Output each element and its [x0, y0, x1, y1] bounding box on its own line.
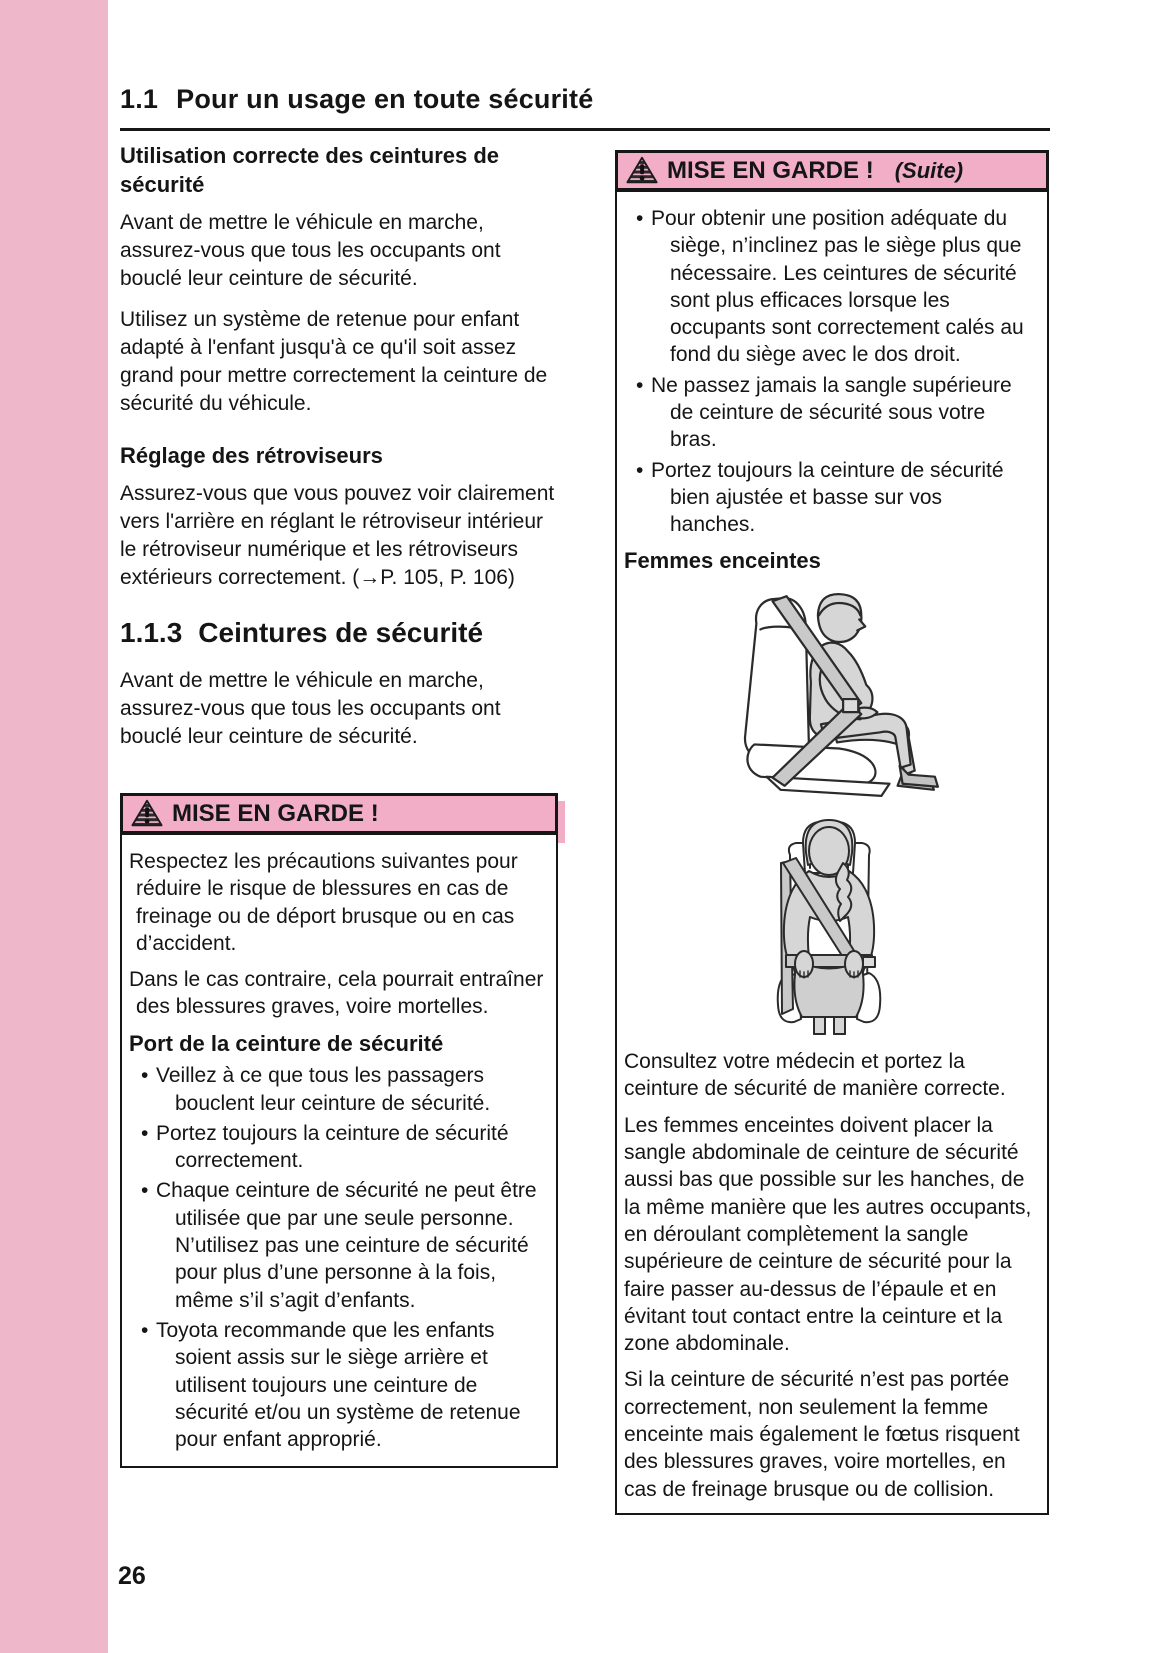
- warning-box-left: [120, 793, 558, 1469]
- warning-box-body: [120, 835, 558, 1469]
- warning-paragraph: Si la ceinture de sécurité n’est pas portée correctement, non seulement la femme enceinte mais également le fœtus risquent des blessures graves, voire mortelles, en cas de freinage brusque ou de collision.: [624, 1368, 1020, 1501]
- warning-bullet-list: [129, 1062, 546, 1453]
- warning-subheading: Femmes enceintes: [624, 547, 821, 573]
- section-1-1-3-title: [120, 614, 558, 651]
- warning-bullet: • Toyota recommande que les enfants soient assis sur le siège arrière et utilisent toujours une ceinture de sécurité et/ou un système de retenue pour enfant approprié.: [129, 1317, 546, 1453]
- paragraph: Assurez-vous que vous pouvez voir clairement vers l'arrière en réglant le rétroviseur intérieur le rétroviseur numérique et les rétroviseurs extérieurs correctement. (→P. 105, P. 106): [120, 482, 555, 589]
- figure-pregnant-woman-side-view: [624, 585, 1033, 799]
- warning-subheading: Port de la ceinture de sécurité: [129, 1030, 444, 1056]
- warning-box-header: [120, 793, 558, 835]
- pregnant-woman-front-view-illustration: [759, 811, 899, 1036]
- warning-suite-label: (Suite): [894, 157, 964, 183]
- warning-box-right: [615, 150, 1049, 1515]
- page-number: 26: [118, 1562, 146, 1590]
- section-title-text: Pour un usage en toute sécurité: [176, 84, 594, 114]
- left-column: [120, 142, 558, 1468]
- warning-bullet: • Portez toujours la ceinture de sécurité bien ajustée et basse sur vos hanches.: [624, 457, 1033, 539]
- warning-box-header: [615, 150, 1049, 192]
- warning-triangle-icon: [626, 156, 658, 185]
- paragraph: Utilisez un système de retenue pour enfant adapté à l'enfant jusqu'à ce qu'il soit assez grand pour mettre correctement la ceinture de sécurité du véhicule.: [120, 307, 548, 415]
- section-1-1-3-number: 1.1.3: [120, 616, 183, 648]
- warning-bullet: • Veillez à ce que tous les passagers bouclent leur ceinture de sécurité.: [129, 1062, 546, 1117]
- warning-bullet-list: [624, 205, 1033, 539]
- warning-box-body: [615, 192, 1049, 1515]
- warning-paragraph: Respectez les précautions suivantes pour réduire le risque de blessures en cas de freinage ou de déport brusque ou en cas d’accident.: [129, 849, 518, 955]
- warning-paragraph: Les femmes enceintes doivent placer la sangle abdominale de ceinture de sécurité aussi bas que possible sur les hanches, de la même manière que les autres occupants, en déroulant complètement la sangle supérieure de ceinture de sécurité pour la faire passer au-dessus de l’épaule et en évitant tout contact entre la ceinture et la zone abdominale.: [624, 1113, 1032, 1356]
- pregnant-woman-side-view-illustration: [708, 585, 950, 799]
- warning-paragraph: Dans le cas contraire, cela pourrait entraîner des blessures graves, voire mortelles.: [129, 968, 544, 1019]
- paragraph: Avant de mettre le véhicule en marche, assurez-vous que tous les occupants ont bouclé leur ceinture de sécurité.: [120, 669, 501, 748]
- warning-paragraph: Consultez votre médecin et portez la ceinture de sécurité de manière correcte.: [624, 1050, 1006, 1101]
- right-column: [615, 150, 1049, 1515]
- heading-utilisation: Utilisation correcte des ceintures de sécurité: [120, 143, 500, 197]
- warning-bullet: • Pour obtenir une position adéquate du siège, n’inclinez pas le siège plus que nécessaire. Les ceintures de sécurité sont plus efficaces lorsque les occupants sont correctement calés au fond du siège avec le dos droit.: [624, 205, 1033, 369]
- section-header: [120, 84, 1050, 131]
- paragraph: Avant de mettre le véhicule en marche, assurez-vous que tous les occupants ont bouclé leur ceinture de sécurité.: [120, 211, 501, 291]
- heading-retroviseurs: Réglage des rétroviseurs: [120, 442, 383, 468]
- warning-bullet: • Ne passez jamais la sangle supérieure de ceinture de sécurité sous votre bras.: [624, 372, 1033, 454]
- pink-edge-band: [0, 0, 108, 1653]
- section-number: 1.1: [120, 84, 159, 114]
- warning-bullet: • Portez toujours la ceinture de sécurité correctement.: [129, 1120, 546, 1175]
- figure-pregnant-woman-front-view: [624, 811, 1033, 1036]
- section-1-1-3-text: Ceintures de sécurité: [198, 616, 484, 648]
- warning-bullet: • Chaque ceinture de sécurité ne peut être utilisée que par une seule personne. N’utilisez pas une ceinture de sécurité pour plus d’une personne à la fois, même s’il s’agit d’enfants.: [129, 1177, 546, 1313]
- warning-title: MISE EN GARDE !: [172, 799, 379, 827]
- warning-triangle-icon: [131, 799, 163, 828]
- warning-title: MISE EN GARDE !: [667, 156, 874, 184]
